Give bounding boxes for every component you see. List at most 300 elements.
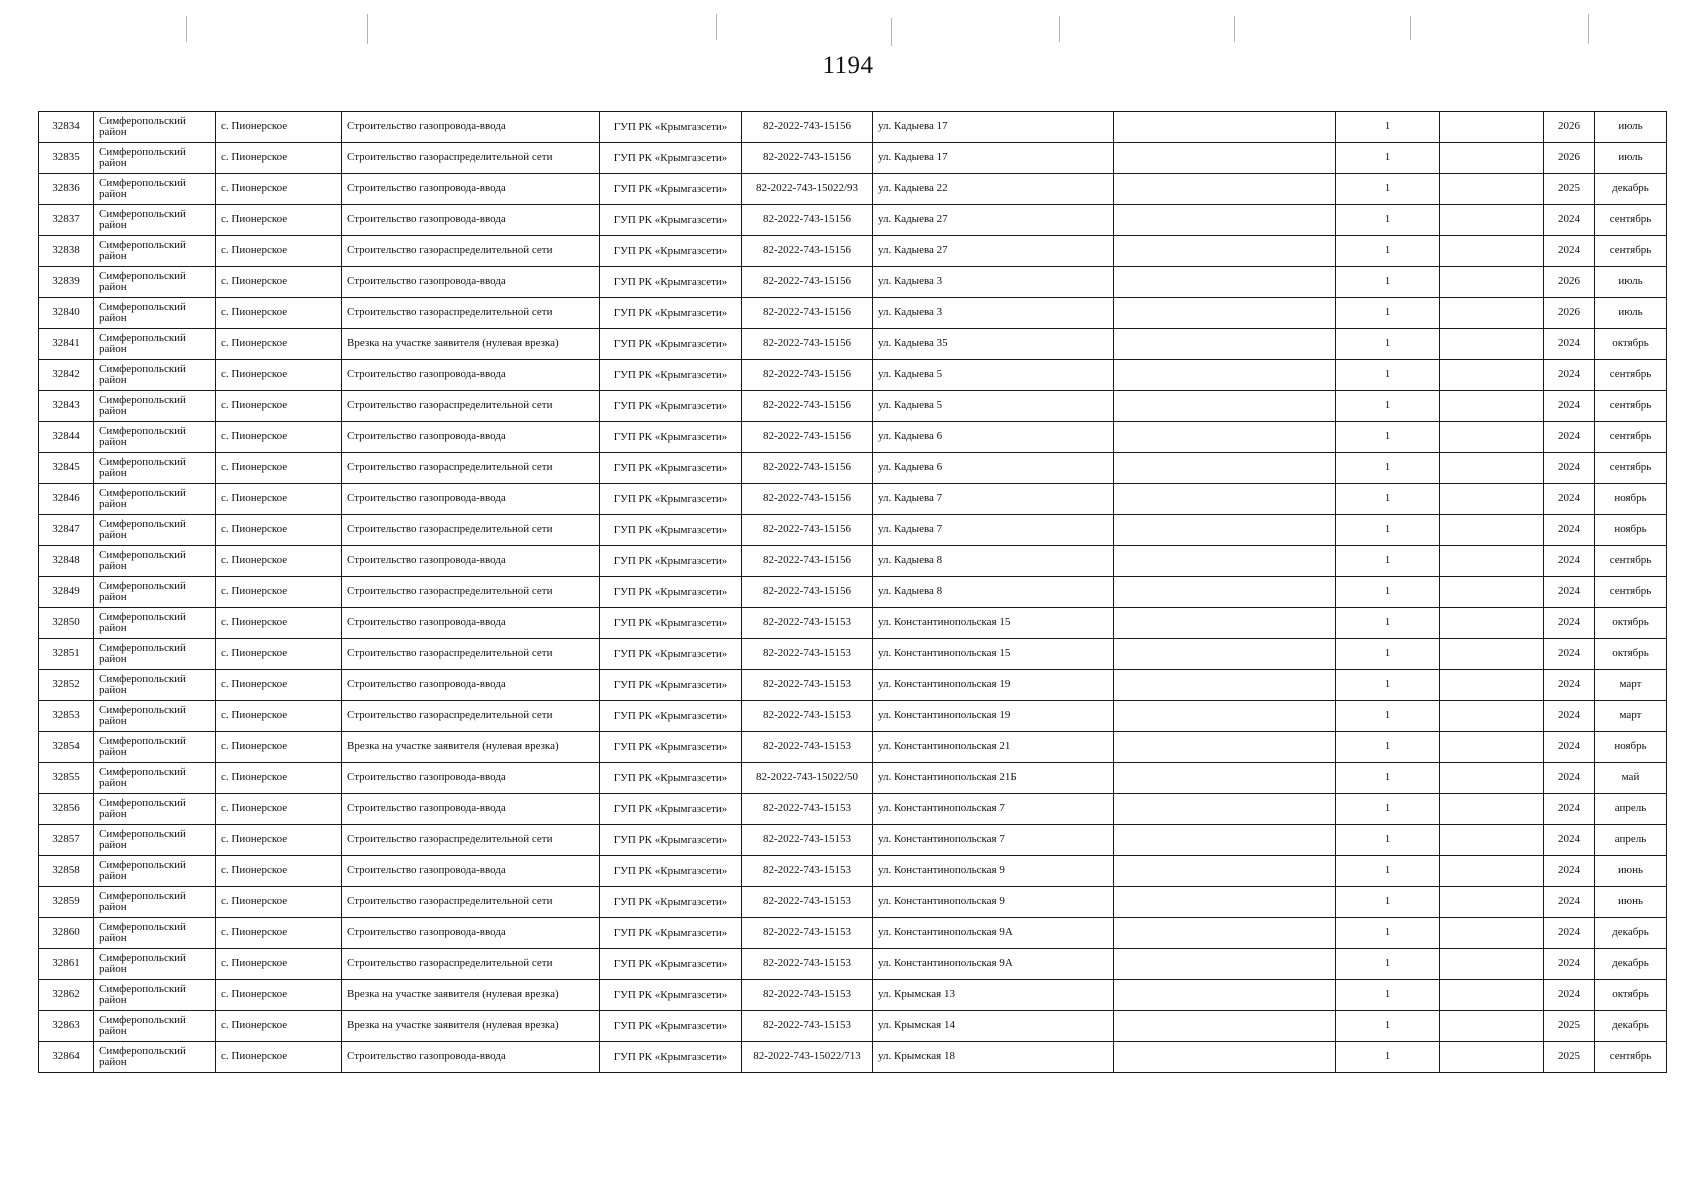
month-cell: сентябрь: [1595, 391, 1667, 422]
village-cell: с. Пионерское: [216, 1042, 342, 1073]
quantity-cell: 1: [1336, 856, 1440, 887]
organization-cell: ГУП РК «Крымгазсети»: [600, 887, 742, 918]
address-cell: ул. Кадыева 5: [873, 391, 1114, 422]
application-code-cell: 82-2022-743-15153: [742, 918, 873, 949]
month-cell: октябрь: [1595, 639, 1667, 670]
application-code-cell: 82-2022-743-15153: [742, 670, 873, 701]
address-cell: ул. Константинопольская 9А: [873, 918, 1114, 949]
empty-cell: [1114, 143, 1336, 174]
quantity-cell: 1: [1336, 732, 1440, 763]
organization-cell: ГУП РК «Крымгазсети»: [600, 205, 742, 236]
address-cell: ул. Кадыева 8: [873, 546, 1114, 577]
village-cell: с. Пионерское: [216, 515, 342, 546]
month-cell: ноябрь: [1595, 732, 1667, 763]
empty-cell: [1114, 763, 1336, 794]
month-cell: март: [1595, 701, 1667, 732]
table-row: [39, 577, 1667, 608]
organization-cell: ГУП РК «Крымгазсети»: [600, 546, 742, 577]
table-row: [39, 856, 1667, 887]
row-number-cell: 32839: [39, 267, 94, 298]
row-number-cell: 32840: [39, 298, 94, 329]
quantity-cell: 1: [1336, 1042, 1440, 1073]
address-cell: ул. Кадыева 5: [873, 360, 1114, 391]
quantity-cell: 1: [1336, 236, 1440, 267]
empty-cell: [1440, 608, 1544, 639]
month-cell: сентябрь: [1595, 360, 1667, 391]
table-row: [39, 794, 1667, 825]
work-type-cell: Строительство газопровода-ввода: [342, 670, 600, 701]
month-cell: июль: [1595, 112, 1667, 143]
row-number-cell: 32857: [39, 825, 94, 856]
month-cell: июнь: [1595, 856, 1667, 887]
row-number-cell: 32860: [39, 918, 94, 949]
table-row: [39, 763, 1667, 794]
organization-cell: ГУП РК «Крымгазсети»: [600, 360, 742, 391]
village-cell: с. Пионерское: [216, 422, 342, 453]
row-number-cell: 32846: [39, 484, 94, 515]
address-cell: ул. Константинопольская 9: [873, 856, 1114, 887]
district-cell: Симферопольский район: [94, 236, 216, 267]
month-cell: июль: [1595, 143, 1667, 174]
village-cell: с. Пионерское: [216, 174, 342, 205]
village-cell: с. Пионерское: [216, 918, 342, 949]
village-cell: с. Пионерское: [216, 949, 342, 980]
quantity-cell: 1: [1336, 949, 1440, 980]
village-cell: с. Пионерское: [216, 577, 342, 608]
district-cell: Симферопольский район: [94, 949, 216, 980]
village-cell: с. Пионерское: [216, 205, 342, 236]
quantity-cell: 1: [1336, 608, 1440, 639]
table-row: [39, 422, 1667, 453]
row-number-cell: 32862: [39, 980, 94, 1011]
address-cell: ул. Крымская 18: [873, 1042, 1114, 1073]
year-cell: 2024: [1544, 856, 1595, 887]
empty-cell: [1440, 701, 1544, 732]
organization-cell: ГУП РК «Крымгазсети»: [600, 825, 742, 856]
address-cell: ул. Кадыева 35: [873, 329, 1114, 360]
organization-cell: ГУП РК «Крымгазсети»: [600, 391, 742, 422]
address-cell: ул. Константинопольская 21Б: [873, 763, 1114, 794]
empty-cell: [1114, 608, 1336, 639]
month-cell: март: [1595, 670, 1667, 701]
application-code-cell: 82-2022-743-15156: [742, 143, 873, 174]
quantity-cell: 1: [1336, 205, 1440, 236]
application-code-cell: 82-2022-743-15022/713: [742, 1042, 873, 1073]
application-code-cell: 82-2022-743-15156: [742, 329, 873, 360]
address-cell: ул. Константинопольская 9: [873, 887, 1114, 918]
district-cell: Симферопольский район: [94, 763, 216, 794]
table-body: [39, 112, 1667, 1073]
organization-cell: ГУП РК «Крымгазсети»: [600, 670, 742, 701]
month-cell: сентябрь: [1595, 205, 1667, 236]
table-row: [39, 236, 1667, 267]
quantity-cell: 1: [1336, 143, 1440, 174]
scan-mark: [1410, 16, 1411, 40]
table-row: [39, 298, 1667, 329]
year-cell: 2024: [1544, 391, 1595, 422]
empty-cell: [1114, 515, 1336, 546]
district-cell: Симферопольский район: [94, 515, 216, 546]
application-code-cell: 82-2022-743-15153: [742, 980, 873, 1011]
address-cell: ул. Крымская 14: [873, 1011, 1114, 1042]
application-code-cell: 82-2022-743-15153: [742, 856, 873, 887]
village-cell: с. Пионерское: [216, 112, 342, 143]
quantity-cell: 1: [1336, 546, 1440, 577]
year-cell: 2025: [1544, 1042, 1595, 1073]
page-number: 1194: [822, 52, 874, 79]
empty-cell: [1114, 1042, 1336, 1073]
month-cell: апрель: [1595, 794, 1667, 825]
organization-cell: ГУП РК «Крымгазсети»: [600, 608, 742, 639]
work-type-cell: Строительство газораспределительной сети: [342, 298, 600, 329]
work-type-cell: Врезка на участке заявителя (нулевая врезка): [342, 732, 600, 763]
empty-cell: [1114, 391, 1336, 422]
application-code-cell: 82-2022-743-15156: [742, 267, 873, 298]
table-row: [39, 143, 1667, 174]
work-type-cell: Строительство газораспределительной сети: [342, 515, 600, 546]
village-cell: с. Пионерское: [216, 825, 342, 856]
organization-cell: ГУП РК «Крымгазсети»: [600, 918, 742, 949]
scan-mark: [1059, 16, 1060, 42]
month-cell: июль: [1595, 298, 1667, 329]
work-type-cell: Строительство газораспределительной сети: [342, 236, 600, 267]
empty-cell: [1440, 515, 1544, 546]
year-cell: 2025: [1544, 174, 1595, 205]
application-code-cell: 82-2022-743-15156: [742, 515, 873, 546]
month-cell: декабрь: [1595, 174, 1667, 205]
empty-cell: [1440, 639, 1544, 670]
year-cell: 2024: [1544, 732, 1595, 763]
table-row: [39, 670, 1667, 701]
work-type-cell: Строительство газопровода-ввода: [342, 360, 600, 391]
quantity-cell: 1: [1336, 329, 1440, 360]
address-cell: ул. Константинопольская 15: [873, 608, 1114, 639]
table-row: [39, 701, 1667, 732]
quantity-cell: 1: [1336, 453, 1440, 484]
address-cell: ул. Кадыева 27: [873, 205, 1114, 236]
table-row: [39, 484, 1667, 515]
empty-cell: [1440, 949, 1544, 980]
empty-cell: [1114, 918, 1336, 949]
work-type-cell: Строительство газораспределительной сети: [342, 825, 600, 856]
empty-cell: [1440, 918, 1544, 949]
empty-cell: [1440, 856, 1544, 887]
table-row: [39, 732, 1667, 763]
district-cell: Симферопольский район: [94, 1042, 216, 1073]
district-cell: Симферопольский район: [94, 329, 216, 360]
work-type-cell: Строительство газопровода-ввода: [342, 1042, 600, 1073]
work-type-cell: Строительство газораспределительной сети: [342, 453, 600, 484]
row-number-cell: 32844: [39, 422, 94, 453]
district-cell: Симферопольский район: [94, 453, 216, 484]
application-code-cell: 82-2022-743-15022/50: [742, 763, 873, 794]
empty-cell: [1440, 360, 1544, 391]
organization-cell: ГУП РК «Крымгазсети»: [600, 174, 742, 205]
year-cell: 2024: [1544, 639, 1595, 670]
district-cell: Симферопольский район: [94, 174, 216, 205]
year-cell: 2024: [1544, 763, 1595, 794]
year-cell: 2024: [1544, 360, 1595, 391]
district-cell: Симферопольский район: [94, 1011, 216, 1042]
address-cell: ул. Кадыева 6: [873, 422, 1114, 453]
table-row: [39, 174, 1667, 205]
scan-mark: [186, 16, 187, 42]
work-type-cell: Строительство газопровода-ввода: [342, 856, 600, 887]
quantity-cell: 1: [1336, 391, 1440, 422]
row-number-cell: 32845: [39, 453, 94, 484]
empty-cell: [1114, 329, 1336, 360]
work-type-cell: Строительство газопровода-ввода: [342, 484, 600, 515]
empty-cell: [1114, 112, 1336, 143]
application-code-cell: 82-2022-743-15153: [742, 639, 873, 670]
address-cell: ул. Константинопольская 19: [873, 670, 1114, 701]
empty-cell: [1114, 360, 1336, 391]
application-code-cell: 82-2022-743-15156: [742, 360, 873, 391]
application-code-cell: 82-2022-743-15156: [742, 422, 873, 453]
empty-cell: [1440, 732, 1544, 763]
organization-cell: ГУП РК «Крымгазсети»: [600, 1042, 742, 1073]
application-code-cell: 82-2022-743-15153: [742, 794, 873, 825]
empty-cell: [1440, 236, 1544, 267]
quantity-cell: 1: [1336, 701, 1440, 732]
work-type-cell: Строительство газораспределительной сети: [342, 887, 600, 918]
row-number-cell: 32847: [39, 515, 94, 546]
village-cell: с. Пионерское: [216, 546, 342, 577]
month-cell: апрель: [1595, 825, 1667, 856]
empty-cell: [1114, 701, 1336, 732]
empty-cell: [1440, 980, 1544, 1011]
table-row: [39, 391, 1667, 422]
empty-cell: [1440, 794, 1544, 825]
empty-cell: [1440, 112, 1544, 143]
year-cell: 2024: [1544, 980, 1595, 1011]
application-code-cell: 82-2022-743-15153: [742, 1011, 873, 1042]
row-number-cell: 32859: [39, 887, 94, 918]
organization-cell: ГУП РК «Крымгазсети»: [600, 236, 742, 267]
table-row: [39, 515, 1667, 546]
village-cell: с. Пионерское: [216, 391, 342, 422]
empty-cell: [1440, 546, 1544, 577]
empty-cell: [1114, 887, 1336, 918]
empty-cell: [1114, 174, 1336, 205]
address-cell: ул. Константинопольская 9А: [873, 949, 1114, 980]
address-cell: ул. Константинопольская 21: [873, 732, 1114, 763]
village-cell: с. Пионерское: [216, 236, 342, 267]
row-number-cell: 32843: [39, 391, 94, 422]
district-cell: Симферопольский район: [94, 267, 216, 298]
empty-cell: [1440, 825, 1544, 856]
application-code-cell: 82-2022-743-15156: [742, 298, 873, 329]
month-cell: сентябрь: [1595, 236, 1667, 267]
empty-cell: [1114, 422, 1336, 453]
work-type-cell: Строительство газораспределительной сети: [342, 701, 600, 732]
quantity-cell: 1: [1336, 980, 1440, 1011]
table-row: [39, 887, 1667, 918]
table-row: [39, 608, 1667, 639]
scan-mark: [891, 18, 892, 46]
quantity-cell: 1: [1336, 763, 1440, 794]
district-cell: Симферопольский район: [94, 298, 216, 329]
month-cell: июль: [1595, 267, 1667, 298]
work-type-cell: Строительство газопровода-ввода: [342, 546, 600, 577]
work-type-cell: Строительство газораспределительной сети: [342, 949, 600, 980]
application-code-cell: 82-2022-743-15156: [742, 205, 873, 236]
work-type-cell: Строительство газораспределительной сети: [342, 639, 600, 670]
village-cell: с. Пионерское: [216, 329, 342, 360]
row-number-cell: 32850: [39, 608, 94, 639]
district-cell: Симферопольский район: [94, 546, 216, 577]
month-cell: сентябрь: [1595, 577, 1667, 608]
address-cell: ул. Кадыева 3: [873, 267, 1114, 298]
empty-cell: [1440, 391, 1544, 422]
year-cell: 2024: [1544, 670, 1595, 701]
village-cell: с. Пионерское: [216, 143, 342, 174]
year-cell: 2024: [1544, 949, 1595, 980]
organization-cell: ГУП РК «Крымгазсети»: [600, 949, 742, 980]
application-code-cell: 82-2022-743-15156: [742, 546, 873, 577]
year-cell: 2024: [1544, 825, 1595, 856]
year-cell: 2026: [1544, 298, 1595, 329]
application-code-cell: 82-2022-743-15153: [742, 608, 873, 639]
row-number-cell: 32861: [39, 949, 94, 980]
table-row: [39, 546, 1667, 577]
row-number-cell: 32864: [39, 1042, 94, 1073]
row-number-cell: 32835: [39, 143, 94, 174]
village-cell: с. Пионерское: [216, 670, 342, 701]
application-code-cell: 82-2022-743-15022/93: [742, 174, 873, 205]
year-cell: 2024: [1544, 794, 1595, 825]
row-number-cell: 32853: [39, 701, 94, 732]
village-cell: с. Пионерское: [216, 639, 342, 670]
application-code-cell: 82-2022-743-15156: [742, 484, 873, 515]
district-cell: Симферопольский район: [94, 670, 216, 701]
district-cell: Симферопольский район: [94, 856, 216, 887]
work-type-cell: Строительство газопровода-ввода: [342, 763, 600, 794]
empty-cell: [1440, 174, 1544, 205]
year-cell: 2024: [1544, 453, 1595, 484]
row-number-cell: 32855: [39, 763, 94, 794]
organization-cell: ГУП РК «Крымгазсети»: [600, 484, 742, 515]
quantity-cell: 1: [1336, 298, 1440, 329]
row-number-cell: 32841: [39, 329, 94, 360]
organization-cell: ГУП РК «Крымгазсети»: [600, 639, 742, 670]
row-number-cell: 32854: [39, 732, 94, 763]
row-number-cell: 32837: [39, 205, 94, 236]
organization-cell: ГУП РК «Крымгазсети»: [600, 112, 742, 143]
application-code-cell: 82-2022-743-15153: [742, 732, 873, 763]
empty-cell: [1114, 453, 1336, 484]
empty-cell: [1114, 267, 1336, 298]
work-type-cell: Строительство газопровода-ввода: [342, 422, 600, 453]
address-cell: ул. Кадыева 17: [873, 112, 1114, 143]
district-cell: Симферопольский район: [94, 825, 216, 856]
district-cell: Симферопольский район: [94, 980, 216, 1011]
empty-cell: [1114, 856, 1336, 887]
empty-cell: [1440, 1011, 1544, 1042]
work-type-cell: Строительство газораспределительной сети: [342, 577, 600, 608]
work-type-cell: Строительство газопровода-ввода: [342, 205, 600, 236]
organization-cell: ГУП РК «Крымгазсети»: [600, 1011, 742, 1042]
table-row: [39, 980, 1667, 1011]
empty-cell: [1440, 205, 1544, 236]
quantity-cell: 1: [1336, 577, 1440, 608]
application-code-cell: 82-2022-743-15153: [742, 949, 873, 980]
village-cell: с. Пионерское: [216, 794, 342, 825]
month-cell: июнь: [1595, 887, 1667, 918]
empty-cell: [1440, 453, 1544, 484]
year-cell: 2024: [1544, 515, 1595, 546]
application-code-cell: 82-2022-743-15153: [742, 701, 873, 732]
row-number-cell: 32863: [39, 1011, 94, 1042]
year-cell: 2024: [1544, 422, 1595, 453]
application-code-cell: 82-2022-743-15156: [742, 391, 873, 422]
application-code-cell: 82-2022-743-15156: [742, 577, 873, 608]
empty-cell: [1114, 484, 1336, 515]
address-cell: ул. Кадыева 17: [873, 143, 1114, 174]
table-row: [39, 267, 1667, 298]
empty-cell: [1114, 825, 1336, 856]
quantity-cell: 1: [1336, 484, 1440, 515]
empty-cell: [1114, 298, 1336, 329]
district-cell: Симферопольский район: [94, 701, 216, 732]
month-cell: сентябрь: [1595, 422, 1667, 453]
organization-cell: ГУП РК «Крымгазсети»: [600, 267, 742, 298]
district-cell: Симферопольский район: [94, 422, 216, 453]
empty-cell: [1440, 1042, 1544, 1073]
address-cell: ул. Кадыева 3: [873, 298, 1114, 329]
year-cell: 2025: [1544, 1011, 1595, 1042]
empty-cell: [1440, 298, 1544, 329]
row-number-cell: 32852: [39, 670, 94, 701]
village-cell: с. Пионерское: [216, 701, 342, 732]
quantity-cell: 1: [1336, 267, 1440, 298]
work-type-cell: Врезка на участке заявителя (нулевая врезка): [342, 980, 600, 1011]
village-cell: с. Пионерское: [216, 484, 342, 515]
quantity-cell: 1: [1336, 174, 1440, 205]
village-cell: с. Пионерское: [216, 887, 342, 918]
work-type-cell: Врезка на участке заявителя (нулевая врезка): [342, 1011, 600, 1042]
register-table: [38, 111, 1667, 1073]
table-row: [39, 453, 1667, 484]
village-cell: с. Пионерское: [216, 763, 342, 794]
address-cell: ул. Крымская 13: [873, 980, 1114, 1011]
work-type-cell: Строительство газораспределительной сети: [342, 143, 600, 174]
table-row: [39, 329, 1667, 360]
organization-cell: ГУП РК «Крымгазсети»: [600, 453, 742, 484]
empty-cell: [1114, 236, 1336, 267]
district-cell: Симферопольский район: [94, 794, 216, 825]
organization-cell: ГУП РК «Крымгазсети»: [600, 701, 742, 732]
table-row: [39, 205, 1667, 236]
organization-cell: ГУП РК «Крымгазсети»: [600, 794, 742, 825]
address-cell: ул. Константинопольская 19: [873, 701, 1114, 732]
year-cell: 2026: [1544, 267, 1595, 298]
work-type-cell: Строительство газораспределительной сети: [342, 391, 600, 422]
work-type-cell: Строительство газопровода-ввода: [342, 267, 600, 298]
year-cell: 2024: [1544, 546, 1595, 577]
year-cell: 2024: [1544, 887, 1595, 918]
row-number-cell: 32838: [39, 236, 94, 267]
application-code-cell: 82-2022-743-15156: [742, 112, 873, 143]
village-cell: с. Пионерское: [216, 298, 342, 329]
month-cell: октябрь: [1595, 329, 1667, 360]
year-cell: 2024: [1544, 608, 1595, 639]
year-cell: 2026: [1544, 143, 1595, 174]
table-row: [39, 1042, 1667, 1073]
table-row: [39, 639, 1667, 670]
empty-cell: [1114, 980, 1336, 1011]
work-type-cell: Строительство газопровода-ввода: [342, 608, 600, 639]
